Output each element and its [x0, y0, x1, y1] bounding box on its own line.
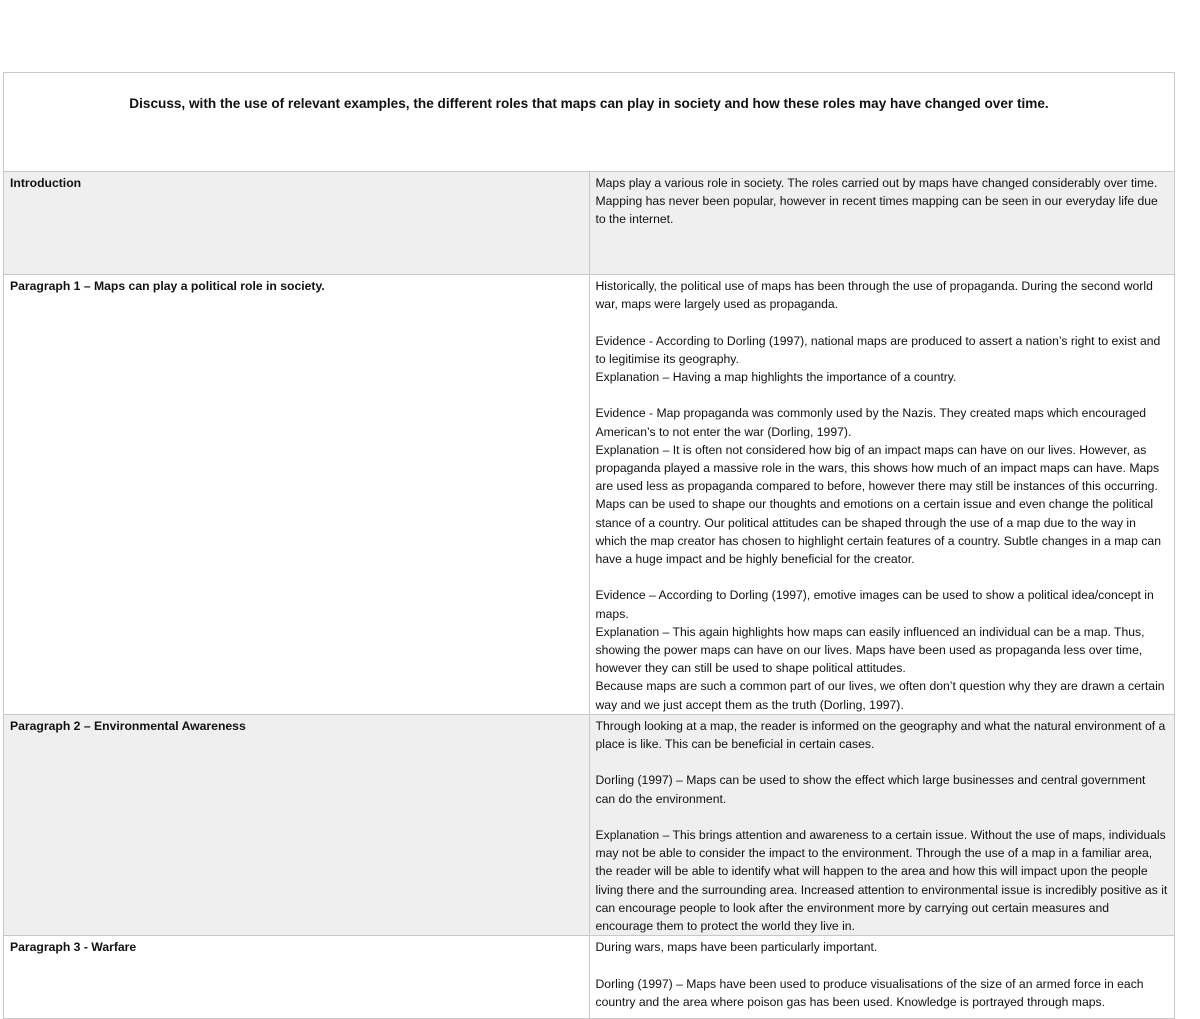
- content-paragraph: Through looking at a map, the reader is informed on the geography and what the natural environment of a place is like. This can be beneficial in certain cases.: [595, 718, 1166, 752]
- content-paragraph: Because maps are such a common part of our lives, we often don’t question why they are drawn a certain way and we just accept them as the truth (Dorling, 1997).: [595, 679, 1165, 712]
- table-row: [4, 936, 1175, 1019]
- paragraph-gap: [596, 956, 1169, 974]
- content-paragraph: Explanation – This again highlights how maps can easily influenced an individual can be a map. Thus, showing the power maps can have on our lives. Maps have been used as propaganda less over time, however they can still be used to shape political attitudes.: [595, 624, 1145, 676]
- content-paragraph: Evidence - According to Dorling (1997), national maps are produced to assert a nation’s right to exist and to legitimise its geography.: [595, 333, 1161, 366]
- row-content: [589, 275, 1175, 715]
- paragraph-gap: [596, 753, 1169, 771]
- content-paragraph: During wars, maps have been particularly important.: [595, 940, 878, 955]
- row-content: [589, 714, 1175, 935]
- content-paragraph: Dorling (1997) – Maps have been used to produce visualisations of the size of an armed force in each country and the area where poison gas has been used. Knowledge is portrayed through maps.: [595, 976, 1144, 1009]
- content-paragraph: Explanation – Having a map highlights the importance of a country.: [595, 370, 957, 384]
- content-paragraph: Maps play a various role in society. The roles carried out by maps have changed considerably over time. Mapping has never been popular, however in recent times mapping can be seen in our everyday life due to the internet.: [595, 176, 1158, 227]
- table-row: [4, 275, 1175, 715]
- content-paragraph: Evidence – According to Dorling (1997), emotive images can be used to show a political idea/concept in maps.: [595, 588, 1154, 621]
- row-label: Introduction: [4, 172, 590, 275]
- essay-question-title: Discuss, with the use of relevant examples, the different roles that maps can play in society and how these roles may have changed over time.: [4, 73, 1175, 172]
- row-label: Paragraph 3 - Warfare: [4, 936, 590, 1019]
- content-paragraph: Explanation – This brings attention and awareness to a certain issue. Without the use of maps, individuals may not be able to consider the impact to the environment. Through the use of a map in a familiar area, the reader will be able to identify what will happen to the area and how this will impact upon the people living there and the surrounding area. Increased attention to environmental issue is incredibly positive as it can encourage people to look after the environment more by carrying out certain measures and encourage them to protect the world they live in.: [595, 828, 1168, 934]
- row-label: Paragraph 2 – Environmental Awareness: [4, 714, 590, 935]
- essay-plan-table: [3, 72, 1175, 1019]
- content-paragraph: Dorling (1997) – Maps can be used to show the effect which large businesses and central government can do the environment.: [595, 773, 1146, 806]
- title-row: [4, 73, 1175, 172]
- table-row: [4, 714, 1175, 935]
- paragraph-gap: [596, 568, 1169, 586]
- paragraph-gap: [596, 386, 1169, 404]
- content-paragraph: Explanation – It is often not considered how big of an impact maps can have on our lives. However, as propaganda played a massive role in the wars, this shows how much of an impact maps can have. Maps are used less as propaganda compared to before, however there may still be instances of this occurring. Maps can be used to shape our thoughts and emotions on a certain issue and even change the political stance of a country. Our political attitudes can be shaped through the use of a map due to the way in which the map creator has chosen to highlight certain features of a country. Subtle changes in a map can have a huge impact and be highly beneficial for the creator.: [595, 442, 1161, 567]
- content-paragraph: Historically, the political use of maps has been through the use of propaganda. During the second world war, maps were largely used as propaganda.: [595, 279, 1153, 312]
- row-label: Paragraph 1 – Maps can play a political role in society.: [4, 275, 590, 715]
- row-content: [589, 172, 1175, 275]
- table-row: [4, 172, 1175, 275]
- row-content: [589, 936, 1175, 1019]
- content-paragraph: Evidence - Map propaganda was commonly used by the Nazis. They created maps which encouraged American’s to not enter the war (Dorling, 1997).: [595, 406, 1147, 439]
- paragraph-gap: [596, 313, 1169, 331]
- paragraph-gap: [596, 808, 1169, 826]
